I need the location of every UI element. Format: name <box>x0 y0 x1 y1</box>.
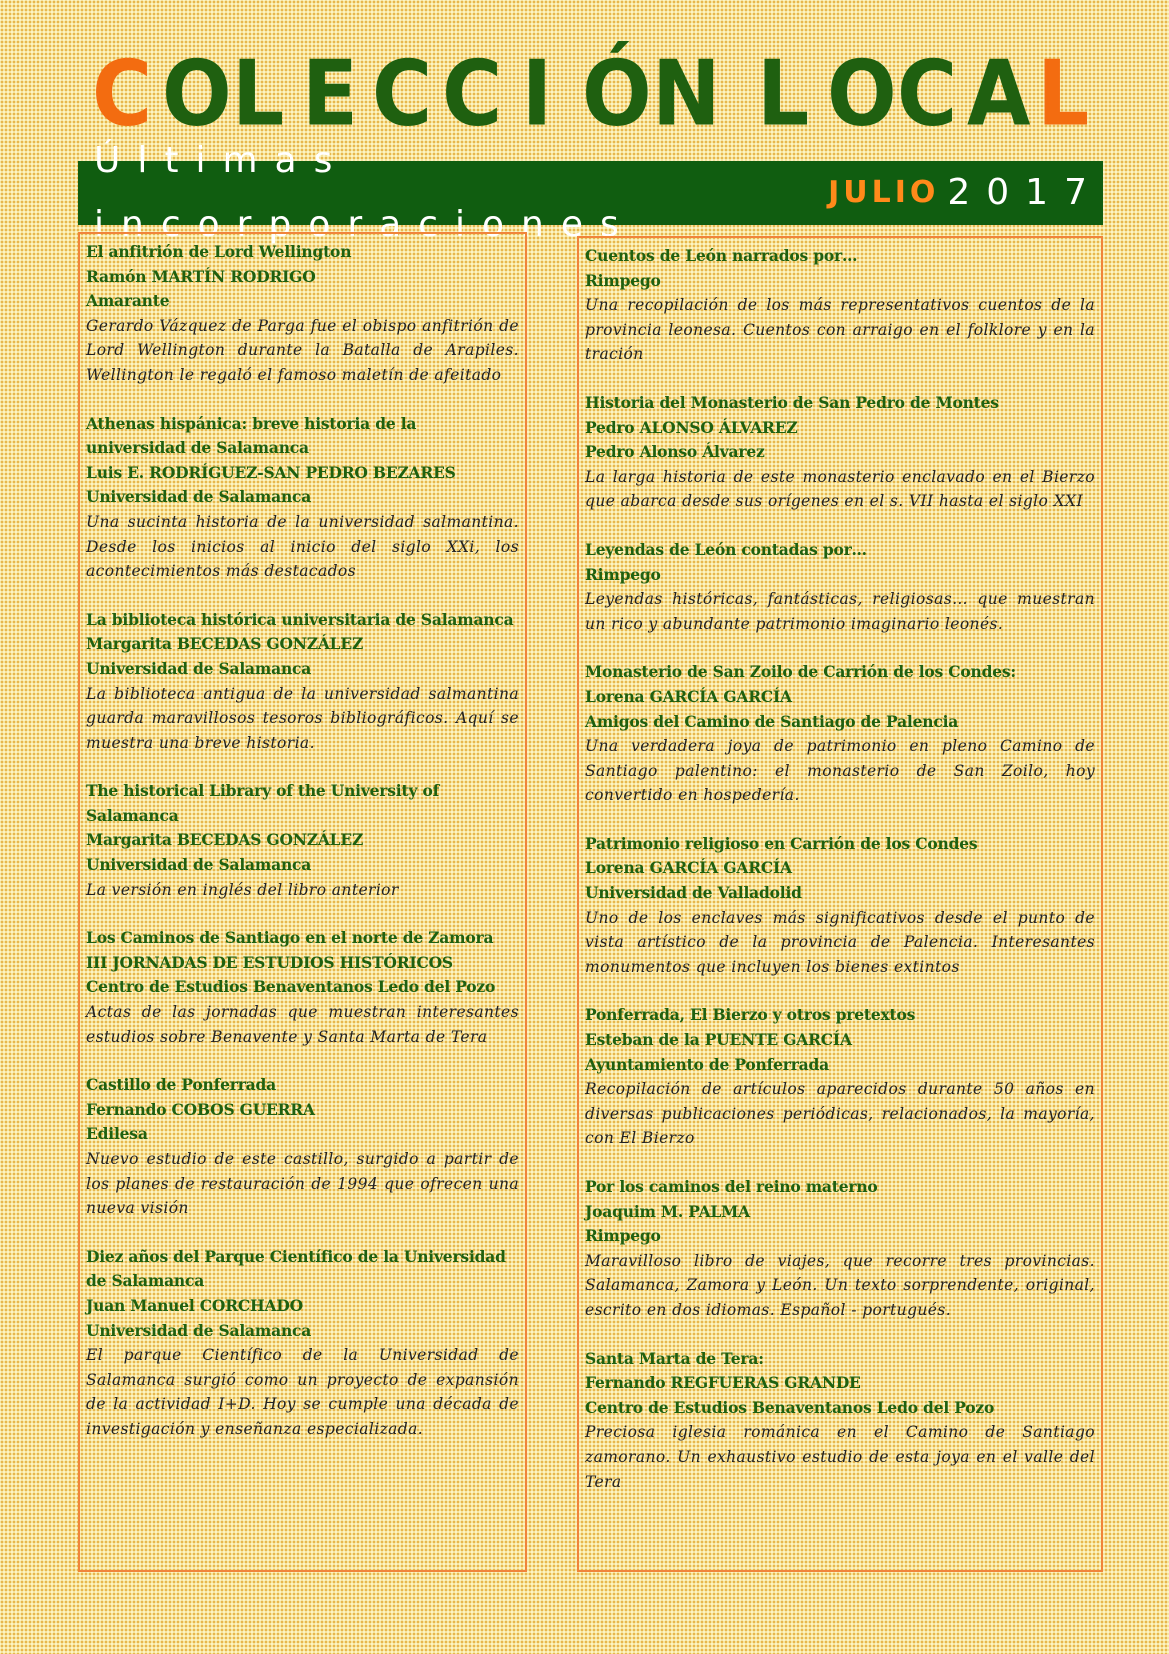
book-title: Santa Marta de Tera: <box>585 1348 764 1368</box>
book-publisher: Rimpego <box>585 1226 661 1246</box>
book-title: La biblioteca histórica universitaria de Salamanca <box>86 609 514 629</box>
book-title: Cuentos de León narrados por… <box>585 246 858 265</box>
book-publisher: Edilesa <box>86 1124 148 1144</box>
book-entry <box>585 660 1095 808</box>
book-title: Los Caminos de Santiago en el norte de Zamora <box>86 928 494 948</box>
book-author: Margarita BECEDAS GONZÁLEZ <box>86 830 364 850</box>
book-publisher: Universidad de Salamanca <box>86 855 312 875</box>
book-title: Por los caminos del reino materno <box>585 1177 878 1196</box>
book-entry <box>585 1175 1095 1323</box>
book-publisher: Amigos del Camino de Santiago de Palencia <box>585 711 959 731</box>
book-publisher: Universidad de Salamanca <box>86 487 312 507</box>
title-letter: Ó <box>582 41 652 147</box>
book-description: Una verdadera joya de patrimonio en pleno Camino de Santiago palentino: el monasterio de San Zoilo, hoy convertido en hospedería. <box>585 737 1095 805</box>
book-author: Fernando REGFUERAS GRANDE <box>585 1373 861 1393</box>
title-letter: L <box>1037 41 1090 147</box>
title-letter: E <box>302 41 359 147</box>
title-letter: C <box>442 41 503 147</box>
book-title: Patrimonio religioso en Carrión de los Condes <box>585 833 978 853</box>
title-letter: C <box>92 41 153 147</box>
book-entry <box>585 538 1095 636</box>
title-letter: N <box>652 41 721 147</box>
book-description: Una recopilación de los más representativos cuentos de la provincia leonesa. Cuentos con arraigo en el folklore y en la tración <box>585 296 1095 364</box>
book-description: Nuevo estudio de este castillo, surgido a partir de los planes de restauración de 1994 que ofrecen una nueva visión <box>86 1150 519 1218</box>
book-description: Una sucinta historia de la universidad salmantina. Desde los inicios al inicio del siglo XXi, los acontecimientos más destacados <box>86 512 519 581</box>
book-entry <box>86 240 519 388</box>
book-title: El anfitrión de Lord Wellington <box>86 242 352 261</box>
book-entry <box>86 926 519 1049</box>
left-column <box>78 232 527 1572</box>
book-title: Castillo de Ponferrada <box>86 1075 276 1095</box>
book-publisher: Amarante <box>86 291 170 311</box>
book-publisher: Centro de Estudios Benaventanos Ledo del Pozo <box>86 977 496 997</box>
book-description: Preciosa iglesia románica en el Camino de Santiago zamorano. Un exhaustivo estudio de esta joya en el valle del Tera <box>585 1423 1095 1491</box>
book-entry <box>585 1347 1095 1495</box>
book-entry <box>585 244 1095 367</box>
title-letter: O <box>162 41 232 147</box>
book-description: Actas de las jornadas que muestran interesantes estudios sobre Benavente y Santa Marta de Tera <box>86 1003 519 1046</box>
book-author: Pedro ALONSO ÁLVAREZ <box>585 417 798 437</box>
book-author: Rimpego <box>585 270 661 290</box>
book-description: Leyendas históricas, fantásticas, religiosas… que muestran un rico y abundante patrimonio imaginario leonés. <box>585 590 1095 633</box>
book-entry <box>86 608 519 756</box>
book-entry <box>585 391 1095 514</box>
book-publisher: Universidad de Salamanca <box>86 1320 312 1340</box>
book-title: Monasterio de San Zoilo de Carrión de los Condes: <box>585 662 1016 682</box>
book-description: Recopilación de artículos aparecidos durante 50 años en diversas publicaciones periódicas, relacionados, la mayoría, con El Bierzo <box>585 1080 1095 1148</box>
book-author: Lorena GARCÍA GARCÍA <box>585 686 792 706</box>
book-entry <box>86 1073 519 1221</box>
book-entry <box>86 412 519 584</box>
title-letter: I <box>521 41 553 147</box>
title-letter: O <box>827 41 897 147</box>
book-author: Esteban de la PUENTE GARCÍA <box>585 1030 852 1050</box>
book-author: Fernando COBOS GUERRA <box>86 1099 315 1119</box>
book-author: Rimpego <box>585 564 661 584</box>
book-entry <box>86 779 519 902</box>
book-description: Uno de los enclaves más significativos desde el punto de vista artístico de la provincia de Palencia. Interesantes monumentos que incluyen los bienes extintos <box>585 908 1095 976</box>
banner-month: JULIO <box>828 175 940 210</box>
book-description: El parque Científico de la Universidad de Salamanca surgió como un proyecto de expansión de la actividad I+D. Hoy se cumple una década de investigación y enseñanza especializada. <box>86 1346 519 1438</box>
book-publisher: Universidad de Valladolid <box>585 883 802 903</box>
book-entry <box>585 832 1095 980</box>
book-author: Lorena GARCÍA GARCÍA <box>585 858 792 878</box>
book-description: Maravilloso libro de viajes, que recorre tres provincias. Salamanca, Zamora y León. Un texto sorprendente, original, escrito en dos idiomas. Español - portugués. <box>585 1251 1095 1319</box>
title-letter: C <box>897 41 958 147</box>
book-entry <box>86 1245 519 1442</box>
title-letter: L <box>232 41 285 147</box>
book-description: La larga historia de este monasterio enclavado en el Bierzo que abarca desde sus orígenes en el s. VII hasta el siglo XXI <box>585 467 1095 511</box>
book-description: La biblioteca antigua de la universidad salmantina guarda maravillosos tesoros bibliográficos. Aquí se muestra una breve historia. <box>86 684 519 752</box>
right-column <box>577 236 1103 1572</box>
book-title: Ponferrada, El Bierzo y otros pretextos <box>585 1005 916 1025</box>
title-letter: L <box>757 41 810 147</box>
book-description: Gerardo Vázquez de Parga fue el obispo anfitrión de Lord Wellington durante la Batalla de Arapiles. Wellington le regaló el famoso maletín de afeitado <box>86 316 519 384</box>
book-title: Athenas hispánica: breve historia de la universidad de Salamanca <box>86 413 417 458</box>
book-author: Juan Manuel CORCHADO <box>86 1295 303 1315</box>
book-publisher: Pedro Alonso Álvarez <box>585 442 765 462</box>
book-author: Joaquim M. PALMA <box>585 1201 750 1221</box>
book-author: III JORNADAS DE ESTUDIOS HISTÓRICOS <box>86 952 453 972</box>
book-author: Ramón MARTÍN RODRIGO <box>86 266 316 286</box>
book-publisher: Centro de Estudios Benaventanos Ledo del Pozo <box>585 1397 995 1417</box>
book-title: Leyendas de León contadas por… <box>585 539 867 559</box>
banner-year: 2017 <box>947 172 1103 213</box>
book-publisher: Ayuntamiento de Ponferrada <box>585 1054 829 1074</box>
book-author: Margarita BECEDAS GONZÁLEZ <box>86 634 364 654</box>
book-description: La versión en inglés del libro anterior <box>86 880 399 899</box>
title-letter: C <box>372 41 433 147</box>
title-letter: A <box>967 41 1031 147</box>
book-entry <box>585 1003 1095 1151</box>
book-author: Luis E. RODRÍGUEZ-SAN PEDRO BEZARES <box>86 462 456 482</box>
book-title: Historia del Monasterio de San Pedro de Montes <box>585 392 999 412</box>
book-title: Diez años del Parque Científico de la Universidad de Salamanca <box>86 1246 506 1291</box>
book-publisher: Universidad de Salamanca <box>86 658 312 678</box>
banner-text: Últimas incorporaciones <box>94 140 636 245</box>
book-title: The historical Library of the University of Salamanca <box>86 781 440 825</box>
banner <box>78 140 1103 245</box>
